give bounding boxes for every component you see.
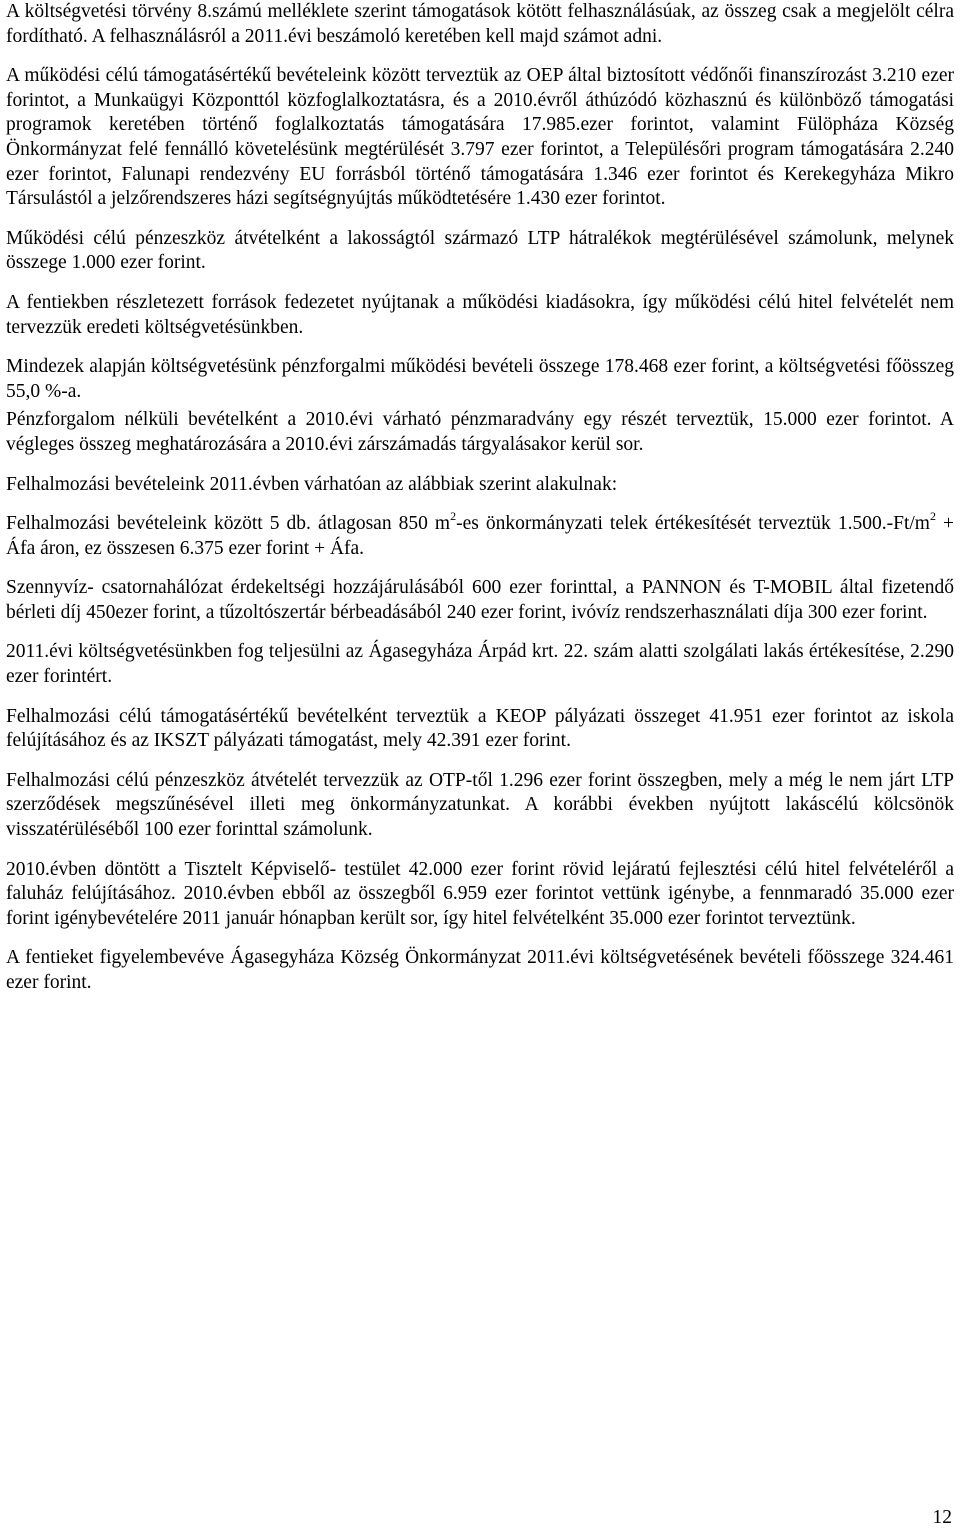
paragraph-sewage-contribution — [6, 576, 954, 625]
paragraph-text: 2010.évben döntött a Tisztelt Képviselő- testület 42.000 ezer forint rövid lejáratú fejlesztési célú hitel felvételéről a faluház felújításához. 2010.évben ebből az összegből 6.959 ezer forintot vettünk igénybe, a fennmaradó 35.000 ezer forint igénybevételére 2011 január hónapban került sor, így hitel felvételként 35.000 ezer forintot terveztünk. — [6, 858, 954, 929]
paragraph-text: A működési célú támogatásértékű bevételeink között terveztük az OEP által biztosított védőnői finanszírozást 3.210 ezer forintot, a Munkaügyi Központtól közfoglalkoztatásra, és a 2010.évről áthúzódó közhasznú és különböző támogatási programok keretében történő foglalkoztatás támogatására 17.985.ezer forintot, valamint Fülöpháza Község Önkormányzat felé fennálló követelésünk megtérülését 3.797 ezer forintot, a Településőri program támogatására 2.240 ezer forintot, Falunapi rendezvény EU forrásból történő támogatására 1.346 ezer forintot és Kerekegyháza Mikro Társulástól a jelzőrendszeres házi segítségnyújtás működtetésére 1.430 ezer forintot. — [6, 65, 954, 210]
paragraph-text: Felhalmozási célú támogatásértékű bevételként terveztük a KEOP pályázati összeget 41.951 ezer forintot az iskola felújításához és az IKSZT pályázati támogatást, mely 42.391 ezer forint. — [6, 705, 954, 752]
paragraph-non-cash-revenue — [6, 408, 954, 457]
paragraph-apartment-sale — [6, 640, 954, 689]
superscript-squared: 2 — [450, 509, 457, 524]
paragraph-text: Mindezek alapján költségvetésünk pénzforgalmi működési bevételi összege 178.468 ezer forint, a költségvetési főösszeg 55,0 %-a. — [6, 356, 954, 402]
paragraph-text: Felhalmozási bevételeink között 5 db. átlagosan 850 m — [6, 513, 451, 535]
paragraph-text: Felhalmozási bevételeink 2011.évben várhatóan az alábbiak szerint alakulnak: — [6, 473, 618, 495]
paragraph-text: + Áfa áron, ez összesen 6.375 ezer forint + Áfa. — [6, 513, 954, 559]
paragraph-text: Működési célú pénzeszköz átvételként a lakosságtól származó LTP hátralékok megtérülésével számolunk, melynek összege 1.000 ezer forint. — [6, 227, 954, 274]
paragraph-text: A költségvetési törvény 8.számú melléklete szerint támogatások kötött felhasználásúak, az összeg csak a megjelölt célra fordítható. A felhasználásról a 2011.évi beszámoló keretében kell majd számot adni. — [6, 1, 954, 47]
paragraph-text: Pénzforgalom nélküli bevételként a 2010.évi várható pénzmaradvány egy részét terveztük, 15.000 ezer forintot. A végleges összeg meghatározására a 2010.évi zárszámadás tárgyalásakor kerül sor. — [6, 409, 954, 455]
paragraph-land-sales — [6, 509, 954, 561]
paragraph-text: -es önkormányzati telek értékesítését terveztük 1.500.-Ft/m — [456, 513, 930, 535]
paragraph-text: A fentieket figyelembevéve Ágasegyháza Község Önkormányzat 2011.évi költségvetésének bevételi főösszege 324.461 ezer forint. — [6, 947, 954, 993]
superscript-squared: 2 — [929, 509, 936, 524]
paragraph-no-operating-loan — [6, 291, 954, 340]
paragraph-development-loan — [6, 858, 954, 932]
paragraph-total-revenue — [6, 946, 954, 995]
paragraph-text: Felhalmozási célú pénzeszköz átvételét tervezzük az OTP-től 1.296 ezer forint összegben, mely a még le nem járt LTP szerződések megszűnésével illeti meg önkormányzatunkat. A korábbi években nyújtott lakáscélú kölcsönök visszatérüléséből 100 ezer forinttal számolunk. — [6, 769, 954, 841]
page-number: 12 — [932, 1507, 952, 1528]
paragraph-otp-transfer — [6, 769, 954, 843]
paragraph-support-usage — [6, 0, 954, 49]
paragraph-operating-revenue-total — [6, 355, 954, 404]
paragraph-keop-grant — [6, 705, 954, 754]
paragraph-operating-grants — [6, 64, 954, 212]
document-body — [6, 0, 954, 1011]
paragraph-text: A fentiekben részletezett források fedezetet nyújtanak a működési kiadásokra, így működési célú hitel felvételét nem tervezzük eredeti költségvetésünkben. — [6, 291, 954, 338]
paragraph-ltp-arrears — [6, 227, 954, 276]
paragraph-text: Szennyvíz- csatornahálózat érdekeltségi hozzájárulásából 600 ezer forinttal, a PANNON és T-MOBIL által fizetendő bérleti díj 450ezer forint, a tűzoltószertár bérbeadásából 240 ezer forint, ivóvíz rendszerhasználati díja 300 ezer forint. — [6, 577, 954, 623]
paragraph-text: 2011.évi költségvetésünkben fog teljesülni az Ágasegyháza Árpád krt. 22. szám alatti szolgálati lakás értékesítése, 2.290 ezer forintért. — [6, 641, 954, 688]
paragraph-capital-revenue-intro — [6, 473, 954, 498]
